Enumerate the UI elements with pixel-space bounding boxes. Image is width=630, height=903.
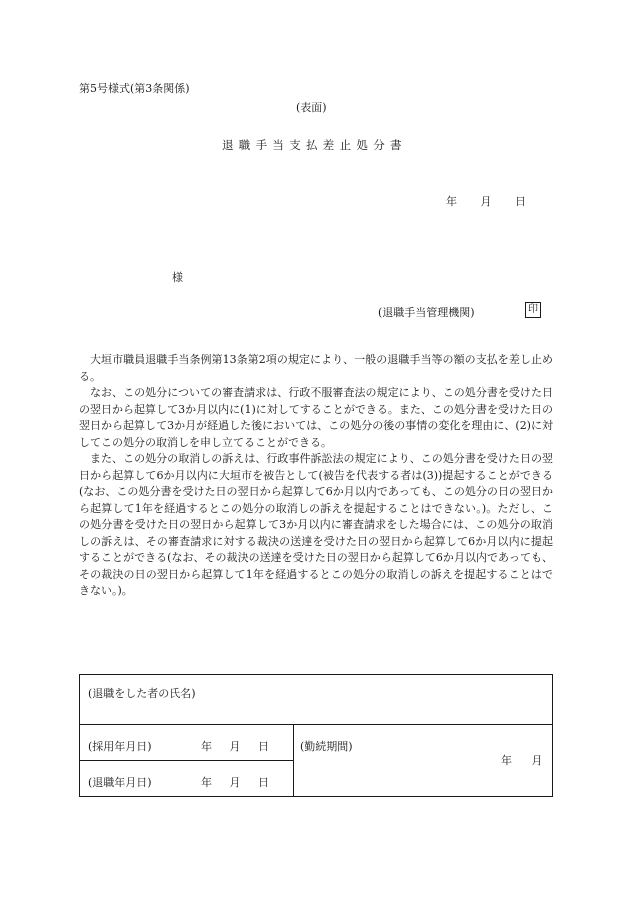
service-period-label: (勤続期間) [300, 740, 353, 753]
paragraph-suspension: 大垣市職員退職手当条例第13条第2項の規定により、一般の退職手当等の額の支払を差し止める。 [79, 353, 553, 383]
service-period-cell [294, 725, 552, 796]
hire-date-fields: 年 月 日 [201, 740, 269, 753]
document-title: 退職手当支払差止処分書 [222, 138, 407, 152]
paragraph-review-request: なお、この処分についての審査請求は、行政不服審査法の規定により、この処分書を受けた日の翌日から起算して3か月以内に(1)に対してすることができる。また、この処分書を受けた日の翌日から起算して3か月が経過した後においては、この処分の後の事情の変化を理由に、(2)に対してこの処分の取消しを申し立てることができる。 [79, 386, 553, 449]
retire-date-cell [80, 761, 294, 796]
body-text [79, 352, 553, 600]
addressee-honorific: 様 [172, 271, 183, 284]
retire-date-fields: 年 月 日 [201, 776, 269, 789]
hire-date-cell [80, 725, 294, 761]
retiree-name-cell [80, 675, 552, 725]
paragraph-lawsuit: また、この処分の取消しの訴えは、行政事件訴訟法の規定により、この処分書を受けた日の翌日から起算して6か月以内に大垣市を被告として(被告を代表する者は(3))提起することができる(なお、この処分書を受けた日の翌日から起算して6か月以内であっても、この処分の日の翌日から起算して1年を経過するとこの処分の取消しの訴えを提起することはできない。)。ただし、この処分書を受けた日の翌日から起算して3か月以内に審査請求をした場合には、この処分の取消しの訴えは、その審査請求に対する裁決の送達を受けた日の翌日から起算して6か月以内に提起することができる(なお、その裁決の送達を受けた日の翌日から起算して6か月以内であっても、その裁決の日の翌日から起算して1年を経過するとこの処分の取消しの訴えを提起することはできない。)。 [79, 452, 553, 597]
issue-date-line: 年 月 日 [446, 195, 526, 208]
side-label: (表面) [296, 101, 327, 114]
retiree-name-label: (退職をした者の氏名) [88, 687, 196, 700]
issuing-authority: (退職手当管理機関) [378, 306, 475, 319]
hire-date-label: (採用年月日) [88, 740, 152, 753]
retiree-info-table [79, 674, 553, 797]
service-period-fields: 年 月 [501, 754, 543, 767]
form-number: 第5号様式(第3条関係) [79, 82, 190, 95]
seal-mark: 印 [525, 302, 541, 318]
retire-date-label: (退職年月日) [88, 776, 152, 789]
